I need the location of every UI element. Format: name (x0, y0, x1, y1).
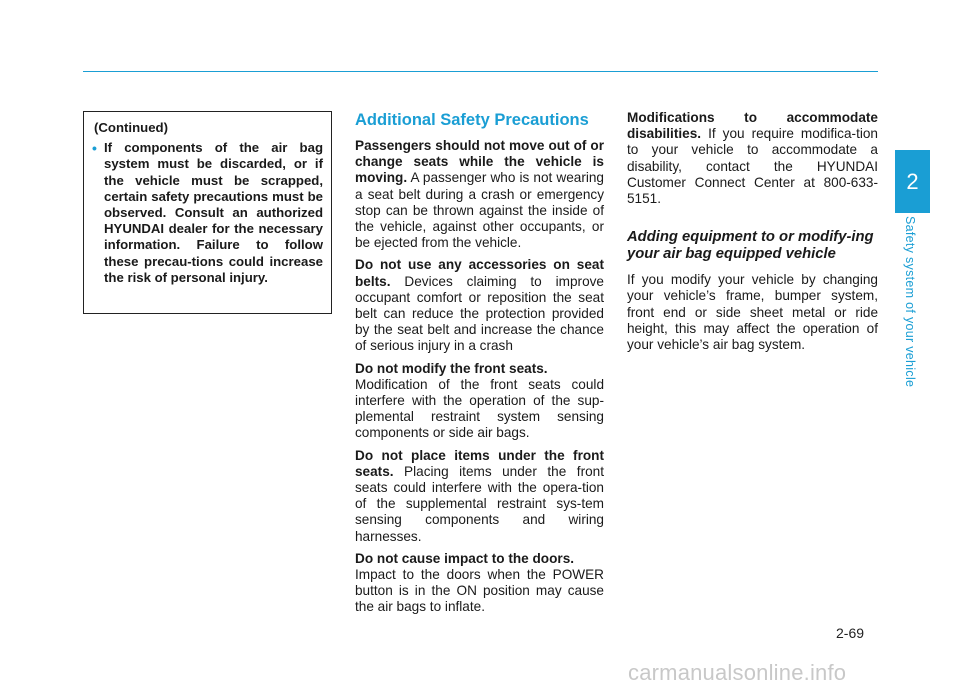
warning-bullet-text: If components of the air bag system must be discarded, or if the vehicle must be scrapped, certain safety precautions must be observed. Consult an authorized HYUNDAI dealer for the necessary information. Failure to follow these precau-tions could increase the risk of personal injury. (104, 140, 323, 285)
paragraph-body: A passenger who is not wearing a seat belt during a crash or emergency stop can be thrown against the inside of the vehicle, against other occupants, or be ejected from the vehicle. (355, 170, 604, 251)
paragraph-body: Impact to the doors when the POWER button is in the ON position may cause the air bags to inflate. (355, 567, 604, 615)
paragraph-lead: Modifications to accommodate disabilities. (627, 110, 878, 142)
paragraph-body: Devices claiming to improve occupant comfort or reposition the seat belt can reduce the protection provided by the seat belt and increase the chance of serious injury in a crash (355, 273, 604, 354)
paragraph-lead: Passengers should not move out of or change seats while the vehicle is moving. (355, 138, 604, 186)
right-column (627, 108, 878, 359)
paragraph-front-seats (355, 361, 604, 442)
page-number: 2-69 (836, 625, 865, 641)
paragraph-adding-equipment: If you modify your vehicle by changing your vehicle’s frame, bumper system, front end or side sheet metal or ride height, this may affect the operation of your vehicle’s air bag system. (627, 272, 878, 353)
paragraph-body: If you require modifica-tion to your vehicle to accommodate a disability, contact the HYUNDAI Customer Connect Center at 800-633-5151. (627, 126, 878, 207)
paragraph-lead: Do not modify the front seats. (355, 360, 548, 376)
section-title: Additional Safety Precautions (355, 111, 589, 129)
chapter-title: Safety system of your vehicle (903, 216, 917, 388)
subsection-title: Adding equipment to or modify-ing your air bag equipped vehicle (627, 229, 874, 263)
middle-column (355, 108, 604, 622)
watermark: carmanualsonline.info (628, 660, 847, 685)
paragraph-lead: Do not cause impact to the doors. (355, 550, 575, 566)
paragraph-modifications (627, 110, 878, 207)
bullet-icon: • (92, 140, 97, 157)
header-rule (83, 71, 878, 72)
warning-box (83, 111, 332, 314)
paragraph-doors (355, 551, 604, 616)
paragraph-lead: Do not use any accessories on seat belts. (355, 257, 604, 289)
paragraph-lead: Do not place items under the front seats. (355, 447, 604, 479)
warning-continued-label: (Continued) (94, 120, 168, 135)
paragraph-body: Placing items under the front seats could interfere with the opera-tion of the supplemental restraint sys-tem sensing components and wiring harnesses. (355, 463, 604, 544)
chapter-tab: 2 (895, 150, 930, 213)
paragraph-items-under-seats (355, 448, 604, 545)
paragraph-accessories (355, 257, 604, 354)
chapter-side-label (903, 216, 921, 401)
warning-bullet-item (92, 140, 323, 286)
paragraph-body: Modification of the front seats could interfere with the operation of the sup-plemental restraint system sensing components or side air bags. (355, 376, 604, 441)
paragraph-passengers (355, 138, 604, 251)
